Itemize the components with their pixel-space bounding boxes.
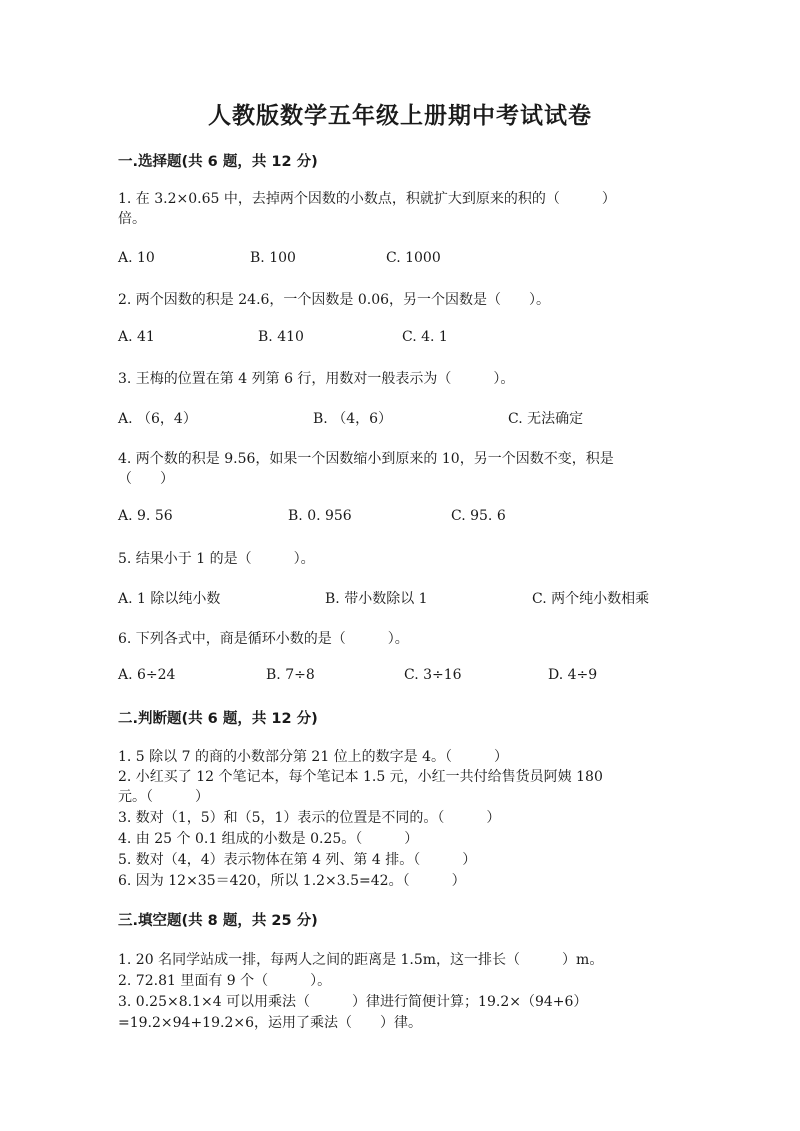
option-4b: B. 0. 956: [288, 508, 352, 524]
option-3a: A. （6，4）: [118, 411, 197, 427]
question-2: 2. 两个因数的积是 24.6，一个因数是 0.06，另一个因数是（ ）。: [118, 292, 551, 308]
section-heading-judge: 二.判断题(共 6 题，共 12 分): [118, 711, 318, 727]
question-4-line2: （ ）: [118, 471, 174, 487]
question-3: 3. 王梅的位置在第 4 列第 6 行，用数对一般表示为（ ）。: [118, 371, 515, 387]
judge-line-5: 4. 由 25 个 0.1 组成的小数是 0.25。（ ）: [118, 831, 419, 847]
option-1a: A. 10: [118, 250, 155, 266]
option-2a: A. 41: [118, 329, 155, 345]
section-heading-fill: 三.填空题(共 8 题，共 25 分): [118, 913, 318, 929]
fill-line-2: 2. 72.81 里面有 9 个（ ）。: [118, 973, 332, 989]
option-1b: B. 100: [250, 250, 296, 266]
judge-line-3: 元。（ ）: [118, 789, 209, 805]
option-4a: A. 9. 56: [118, 508, 173, 524]
option-6b: B. 7÷8: [266, 667, 315, 683]
question-4-line1: 4. 两个数的积是 9.56，如果一个因数缩小到原来的 10，另一个因数不变，积是: [118, 451, 614, 467]
question-6: 6. 下列各式中，商是循环小数的是（ ）。: [118, 631, 409, 647]
judge-line-4: 3. 数对（1，5）和（5，1）表示的位置是不同的。（ ）: [118, 810, 501, 826]
question-1-line2: 倍。: [118, 211, 146, 227]
option-2c: C. 4. 1: [402, 329, 448, 345]
judge-line-1: 1. 5 除以 7 的商的小数部分第 21 位上的数字是 4。（ ）: [118, 749, 509, 765]
option-3b: B. （4，6）: [313, 411, 393, 427]
judge-line-6: 5. 数对（4，4）表示物体在第 4 列、第 4 排。（ ）: [118, 852, 477, 868]
option-6a: A. 6÷24: [118, 667, 176, 683]
option-3c: C. 无法确定: [508, 411, 584, 427]
question-1-line1: 1. 在 3.2×0.65 中，去掉两个因数的小数点，积就扩大到原来的积的（ ）: [118, 191, 616, 207]
option-5b: B. 带小数除以 1: [325, 591, 428, 607]
option-4c: C. 95. 6: [451, 508, 506, 524]
judge-line-7: 6. 因为 12×35＝420，所以 1.2×3.5=42。（ ）: [118, 873, 466, 889]
section-heading-choice: 一.选择题(共 6 题，共 12 分): [118, 154, 318, 170]
page-title: 人教版数学五年级上册期中考试试卷: [208, 103, 592, 129]
option-2b: B. 410: [258, 329, 304, 345]
judge-line-2: 2. 小红买了 12 个笔记本，每个笔记本 1.5 元，小红一共付给售货员阿姨 180: [118, 769, 603, 785]
fill-line-4: =19.2×94+19.2×6，运用了乘法（ ）律。: [118, 1015, 422, 1031]
fill-line-3: 3. 0.25×8.1×4 可以用乘法（ ）律进行简便计算；19.2×（94+6）: [118, 994, 588, 1010]
option-5c: C. 两个纯小数相乘: [532, 591, 650, 607]
option-6d: D. 4÷9: [548, 667, 598, 683]
fill-line-1: 1. 20 名同学站成一排，每两人之间的距离是 1.5m，这一排长（ ）m。: [118, 952, 604, 968]
question-5: 5. 结果小于 1 的是（ ）。: [118, 551, 315, 567]
option-5a: A. 1 除以纯小数: [118, 591, 221, 607]
option-1c: C. 1000: [386, 250, 441, 266]
option-6c: C. 3÷16: [404, 667, 462, 683]
